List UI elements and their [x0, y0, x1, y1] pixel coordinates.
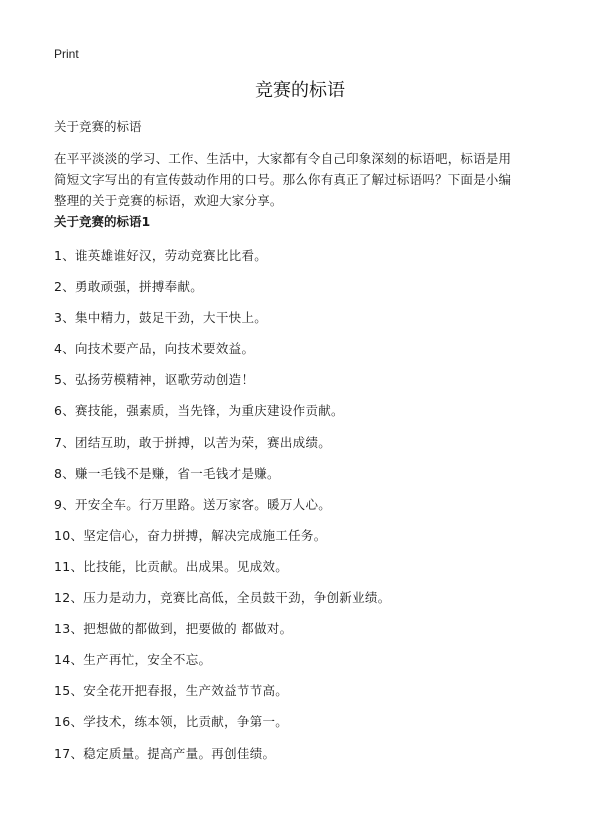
list-item: 17、稳定质量。提高产量。再创佳绩。	[54, 745, 276, 761]
print-link[interactable]: Print	[54, 47, 79, 61]
section-label: 关于竞赛的标语	[54, 119, 142, 134]
list-item: 13、把想做的都做到，把要做的 都做对。	[54, 621, 293, 637]
list-item: 3、集中精力，鼓足干劲，大干快上。	[54, 310, 268, 326]
list-heading: 关于竞赛的标语1	[54, 214, 151, 229]
list-item: 14、生产再忙，安全不忘。	[54, 652, 212, 668]
intro-line: 在平平淡淡的学习、工作、生活中，大家都有令自己印象深刻的标语吧，标语是用	[54, 151, 512, 166]
list-item: 7、团结互助，敢于拼搏，以苦为荣，赛出成绩。	[54, 434, 332, 450]
list-item: 10、坚定信心，奋力拼搏，解决完成施工任务。	[54, 527, 327, 543]
list-item: 4、向技术要产品，向技术要效益。	[54, 341, 255, 357]
list-item: 15、安全花开把春报，生产效益节节高。	[54, 683, 289, 699]
list-item: 8、赚一毛钱不是赚，省一毛钱才是赚。	[54, 465, 280, 481]
list-item: 11、比技能，比贡献。出成果。见成效。	[54, 558, 289, 574]
slogan-list	[54, 247, 391, 776]
list-item: 2、勇敢顽强，拼搏奉献。	[54, 279, 204, 295]
list-item: 5、弘扬劳模精神，讴歌劳动创造！	[54, 372, 255, 388]
intro-line: 整理的关于竞赛的标语，欢迎大家分享。	[54, 193, 283, 208]
document-title: 竞赛的标语	[255, 80, 345, 101]
list-item: 9、开安全车。行万里路。送万家客。暖万人心。	[54, 496, 332, 512]
list-item: 16、学技术，练本领，比贡献，争第一。	[54, 714, 289, 730]
list-item: 12、压力是动力，竞赛比高低，全员鼓干劲，争创新业绩。	[54, 590, 391, 606]
intro-line: 简短文字写出的有宣传鼓动作用的口号。那么你有真正了解过标语吗？下面是小编	[54, 172, 512, 187]
intro-paragraph	[54, 148, 554, 211]
list-item: 1、谁英雄谁好汉，劳动竞赛比比看。	[54, 248, 268, 263]
list-item: 6、赛技能，强素质，当先锋，为重庆建设作贡献。	[54, 403, 344, 419]
